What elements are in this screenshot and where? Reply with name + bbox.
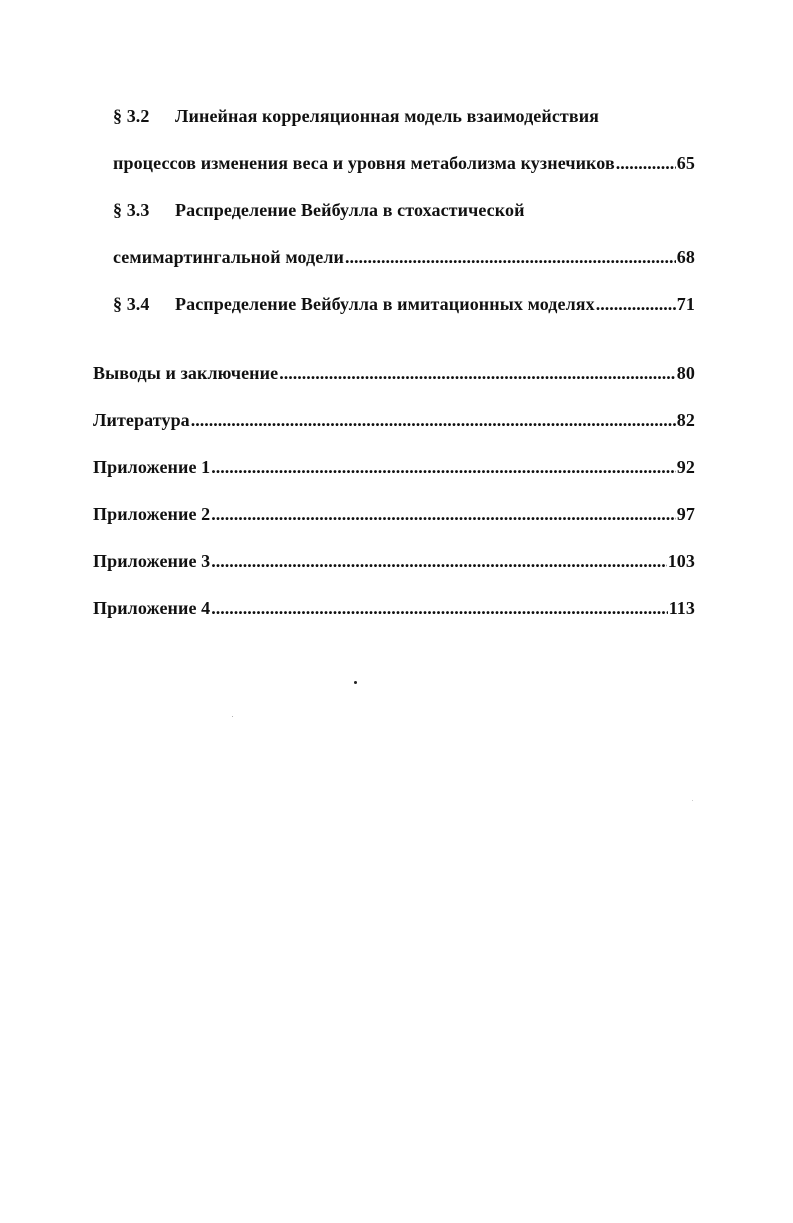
section-number: § 3.3: [113, 200, 150, 220]
toc-entry-3-3-line2: [113, 246, 695, 268]
entry-title: Выводы и заключение: [93, 363, 279, 383]
entry-title: Приложение 4: [93, 598, 211, 618]
section-title: [113, 293, 595, 315]
scan-speck: [692, 800, 693, 801]
entry-title: Приложение 2: [93, 504, 211, 524]
dot-leader: [345, 246, 676, 268]
entry-title: Литература: [93, 410, 190, 430]
entry-title: Приложение 1: [93, 457, 211, 477]
dot-leader: [211, 456, 676, 478]
page-number: 113: [668, 598, 695, 618]
page-number: 65: [676, 153, 695, 173]
page-number: 71: [676, 294, 695, 314]
page-number: 82: [676, 410, 695, 430]
toc-entry-3-3-line1: [113, 199, 525, 221]
section-title-text: Распределение Вейбулла в имитационных моделях: [175, 294, 595, 314]
page-number: 80: [676, 363, 695, 383]
dot-leader: [211, 503, 676, 525]
toc-entry-3-4: [113, 293, 695, 315]
toc-entry-appendix-2: [93, 503, 695, 525]
toc-entry-appendix-4: [93, 597, 695, 619]
dot-leader: [279, 362, 676, 384]
toc-entry-literature: [93, 409, 695, 431]
toc-entry-3-2-line2: [113, 152, 695, 174]
section-title: Распределение Вейбулла в стохастической: [175, 200, 525, 220]
scan-speck: [232, 716, 233, 717]
dot-leader: [191, 409, 676, 431]
dot-leader: [211, 550, 666, 572]
section-title-continued: процессов изменения веса и уровня метаболизма кузнечиков: [113, 153, 615, 173]
dot-leader: [211, 597, 667, 619]
toc-entry-conclusions: [93, 362, 695, 384]
toc-entry-3-2-line1: [113, 105, 599, 127]
section-title-continued: семимартингальной модели: [113, 247, 344, 267]
dot-leader: [596, 293, 676, 315]
scan-speck: [354, 681, 357, 684]
entry-title: Приложение 3: [93, 551, 211, 571]
toc-entry-appendix-3: [93, 550, 695, 572]
page-number: 103: [667, 551, 695, 571]
page-number: 68: [676, 247, 695, 267]
page-number: 97: [676, 504, 695, 524]
section-number: § 3.2: [113, 106, 150, 126]
page-number: 92: [676, 457, 695, 477]
section-title: Линейная корреляционная модель взаимодействия: [175, 106, 600, 126]
toc-entry-appendix-1: [93, 456, 695, 478]
dot-leader: [616, 152, 676, 174]
section-number: § 3.4: [113, 294, 150, 314]
